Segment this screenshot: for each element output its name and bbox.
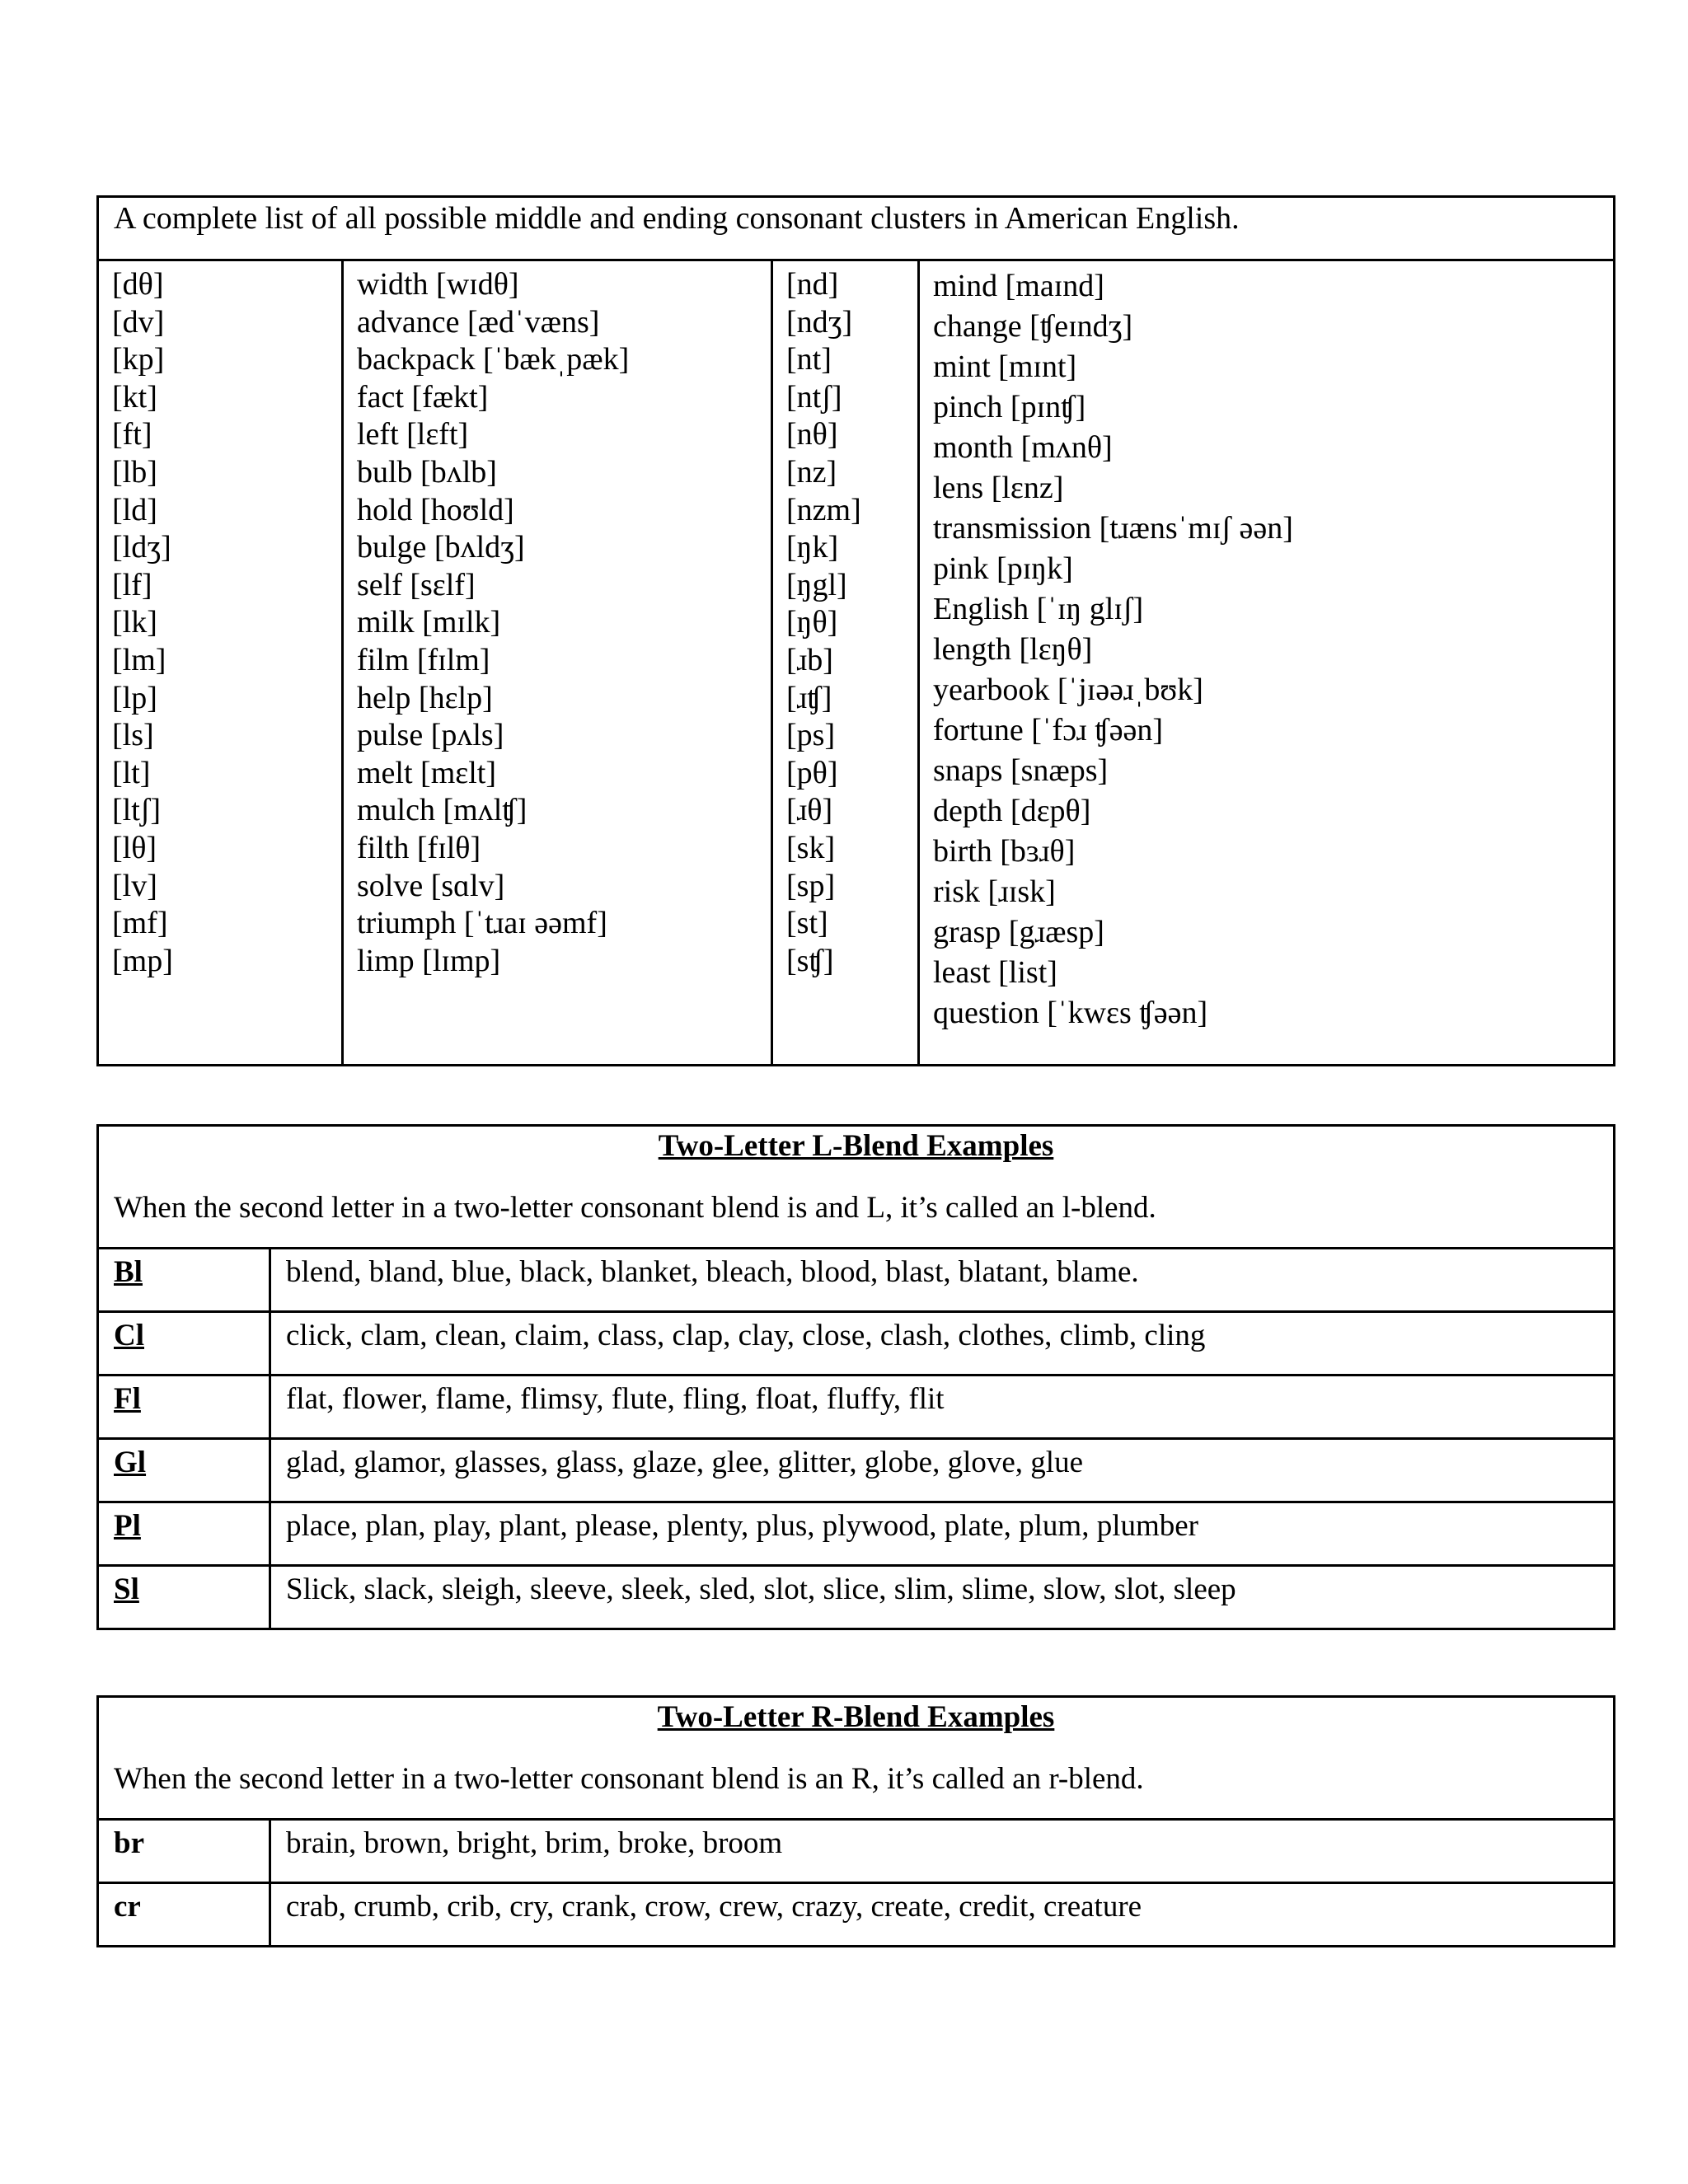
cluster-entry: [nt] <box>786 342 832 377</box>
cluster-entry: [lθ] <box>112 830 157 865</box>
cluster-entry: [kp] <box>112 342 165 377</box>
r-blend-table <box>96 1695 1615 1947</box>
right-clusters-list <box>786 266 904 980</box>
cluster-entry: solve [sɑlv] <box>357 868 505 903</box>
cluster-entry: month [mʌnθ] <box>933 430 1113 465</box>
blend-words: flat, flower, flame, flimsy, flute, fling, float, fluffy, flit <box>270 1376 1615 1439</box>
cluster-entry: [lv] <box>112 868 157 903</box>
cluster-entry: mint [mɪnt] <box>933 349 1077 384</box>
left-examples-list <box>357 266 757 980</box>
cluster-entry: [nzm] <box>786 492 861 527</box>
cluster-entry: [ŋθ] <box>786 605 838 640</box>
cluster-entry: [pθ] <box>786 755 838 790</box>
l-blend-table <box>96 1124 1615 1630</box>
cluster-entry: limp [lɪmp] <box>357 943 501 978</box>
cluster-entry: question [ˈkwɛs ʧəən] <box>933 996 1208 1030</box>
cluster-entry: [ps] <box>786 718 836 753</box>
blend-letters: Pl <box>98 1502 270 1566</box>
cluster-entry: filth [fɪlθ] <box>357 830 481 865</box>
cluster-entry: [sp] <box>786 868 836 903</box>
blend-letters: Gl <box>98 1439 270 1502</box>
cluster-entry: [lt] <box>112 755 151 790</box>
cluster-entry: English [ˈɪŋ glɪʃ] <box>933 592 1144 626</box>
l-blend-rows <box>98 1249 1615 1629</box>
cluster-entry: [kt] <box>112 379 157 415</box>
l-blend-title: Two-Letter L-Blend Examples <box>658 1129 1054 1163</box>
cluster-entry: grasp [gɹæsp] <box>933 915 1104 949</box>
blend-row <box>98 1883 1615 1947</box>
cluster-entry: [dθ] <box>112 267 164 302</box>
blend-row <box>98 1376 1615 1439</box>
cluster-entry: risk [ɹɪsk] <box>933 874 1056 909</box>
cluster-entry: [ntʃ] <box>786 379 842 415</box>
blend-letters: Bl <box>98 1249 270 1312</box>
cluster-entry: [lk] <box>112 605 157 640</box>
blend-row <box>98 1566 1615 1629</box>
blend-row <box>98 1820 1615 1883</box>
blend-words: crab, crumb, crib, cry, crank, crow, crew, crazy, create, credit, creature <box>270 1883 1615 1947</box>
cluster-entry: [st] <box>786 906 828 941</box>
consonant-clusters-table <box>96 195 1615 1066</box>
blend-row <box>98 1502 1615 1566</box>
blend-words: Slick, slack, sleigh, sleeve, sleek, sled, slot, slice, slim, slime, slow, slot, sleep <box>270 1566 1615 1629</box>
cluster-entry: [sʧ] <box>786 943 834 978</box>
cluster-entry: backpack [ˈbækˌpæk] <box>357 342 630 377</box>
cluster-entry: [ls] <box>112 718 154 753</box>
blend-row <box>98 1439 1615 1502</box>
cluster-entry: transmission [tɹænsˈmɪʃ əən] <box>933 511 1293 546</box>
cluster-entry: [mf] <box>112 906 168 941</box>
cluster-entry: [ld] <box>112 492 157 527</box>
blend-letters: Cl <box>98 1312 270 1376</box>
cluster-entry: pink [pɪŋk] <box>933 551 1073 586</box>
blend-row <box>98 1312 1615 1376</box>
cluster-entry: [lm] <box>112 642 166 677</box>
cluster-entry: advance [ædˈvæns] <box>357 304 600 340</box>
cluster-entry: [ldʒ] <box>112 530 171 565</box>
cluster-entry: left [lɛft] <box>357 417 469 452</box>
cluster-entry: fortune [ˈfɔɹ ʧəən] <box>933 713 1164 748</box>
cluster-entry: melt [mɛlt] <box>357 755 496 790</box>
cluster-entry: birth [bɜɹθ] <box>933 834 1076 869</box>
cluster-entry: [ltʃ] <box>112 793 162 828</box>
blend-letters: cr <box>98 1883 270 1947</box>
cluster-entry: [dv] <box>112 304 165 340</box>
cluster-entry: [ɹʧ] <box>786 680 832 715</box>
consonant-table-header: A complete list of all possible middle and ending consonant clusters in American English. <box>98 197 1615 260</box>
l-blend-intro: When the second letter in a two-letter consonant blend is and L, it’s called an l-blend. <box>114 1191 1156 1225</box>
left-examples-column <box>343 260 772 1066</box>
cluster-entry: depth [dɛpθ] <box>933 794 1091 828</box>
blend-letters: br <box>98 1820 270 1883</box>
cluster-entry: triumph [ˈtɹaɪ əəmf] <box>357 906 607 941</box>
cluster-entry: least [list] <box>933 955 1057 990</box>
cluster-entry: [ft] <box>112 417 152 452</box>
blend-row <box>98 1249 1615 1312</box>
blend-words: place, plan, play, plant, please, plenty, plus, plywood, plate, plum, plumber <box>270 1502 1615 1566</box>
right-examples-list <box>933 266 1600 1033</box>
r-blend-rows <box>98 1820 1615 1947</box>
cluster-entry: lens [lɛnz] <box>933 471 1064 505</box>
cluster-entry: [ɹb] <box>786 642 833 677</box>
cluster-entry: bulb [bʌlb] <box>357 454 497 490</box>
cluster-entry: film [fɪlm] <box>357 642 490 677</box>
cluster-entry: pinch [pɪnʧ] <box>933 390 1086 424</box>
r-blend-intro: When the second letter in a two-letter consonant blend is an R, it’s called an r-blend. <box>114 1762 1144 1796</box>
cluster-entry: [nd] <box>786 267 839 302</box>
r-blend-title: Two-Letter R-Blend Examples <box>657 1700 1055 1734</box>
blend-letters: Sl <box>98 1566 270 1629</box>
cluster-entry: milk [mɪlk] <box>357 605 501 640</box>
cluster-entry: [nθ] <box>786 417 838 452</box>
cluster-entry: pulse [pʌls] <box>357 718 504 753</box>
blend-words: blend, bland, blue, black, blanket, bleach, blood, blast, blatant, blame. <box>270 1249 1615 1312</box>
cluster-entry: [ɹθ] <box>786 793 833 828</box>
cluster-entry: [sk] <box>786 830 836 865</box>
cluster-entry: change [ʧeɪndʒ] <box>933 309 1133 344</box>
cluster-entry: hold [hoʊld] <box>357 492 514 527</box>
cluster-entry: [mp] <box>112 943 173 978</box>
cluster-entry: [ndʒ] <box>786 304 853 340</box>
cluster-entry: width [wɪdθ] <box>357 267 519 302</box>
left-clusters-list <box>112 266 328 980</box>
cluster-entry: [nz] <box>786 454 837 490</box>
cluster-entry: help [hɛlp] <box>357 680 493 715</box>
cluster-entry: bulge [bʌldʒ] <box>357 530 525 565</box>
cluster-entry: mind [maɪnd] <box>933 269 1104 303</box>
right-clusters-column <box>772 260 919 1066</box>
cluster-entry: [lp] <box>112 680 157 715</box>
cluster-entry: [lb] <box>112 454 157 490</box>
left-clusters-column <box>98 260 343 1066</box>
cluster-entry: [ŋgl] <box>786 567 847 602</box>
cluster-entry: length [lɛŋθ] <box>933 632 1093 667</box>
cluster-entry: [lf] <box>112 567 152 602</box>
cluster-entry: fact [fækt] <box>357 379 489 415</box>
r-blend-header <box>98 1697 1615 1820</box>
blend-words: click, clam, clean, claim, class, clap, clay, close, clash, clothes, climb, cling <box>270 1312 1615 1376</box>
cluster-entry: self [sɛlf] <box>357 567 476 602</box>
cluster-entry: mulch [mʌlʧ] <box>357 793 528 828</box>
blend-letters: Fl <box>98 1376 270 1439</box>
l-blend-header <box>98 1126 1615 1249</box>
right-examples-column <box>919 260 1615 1066</box>
blend-words: brain, brown, bright, brim, broke, broom <box>270 1820 1615 1883</box>
blend-words: glad, glamor, glasses, glass, glaze, glee, glitter, globe, glove, glue <box>270 1439 1615 1502</box>
cluster-entry: yearbook [ˈjɪəəɹˌbʊk] <box>933 673 1203 707</box>
cluster-entry: snaps [snæps] <box>933 753 1109 788</box>
cluster-entry: [ŋk] <box>786 530 839 565</box>
